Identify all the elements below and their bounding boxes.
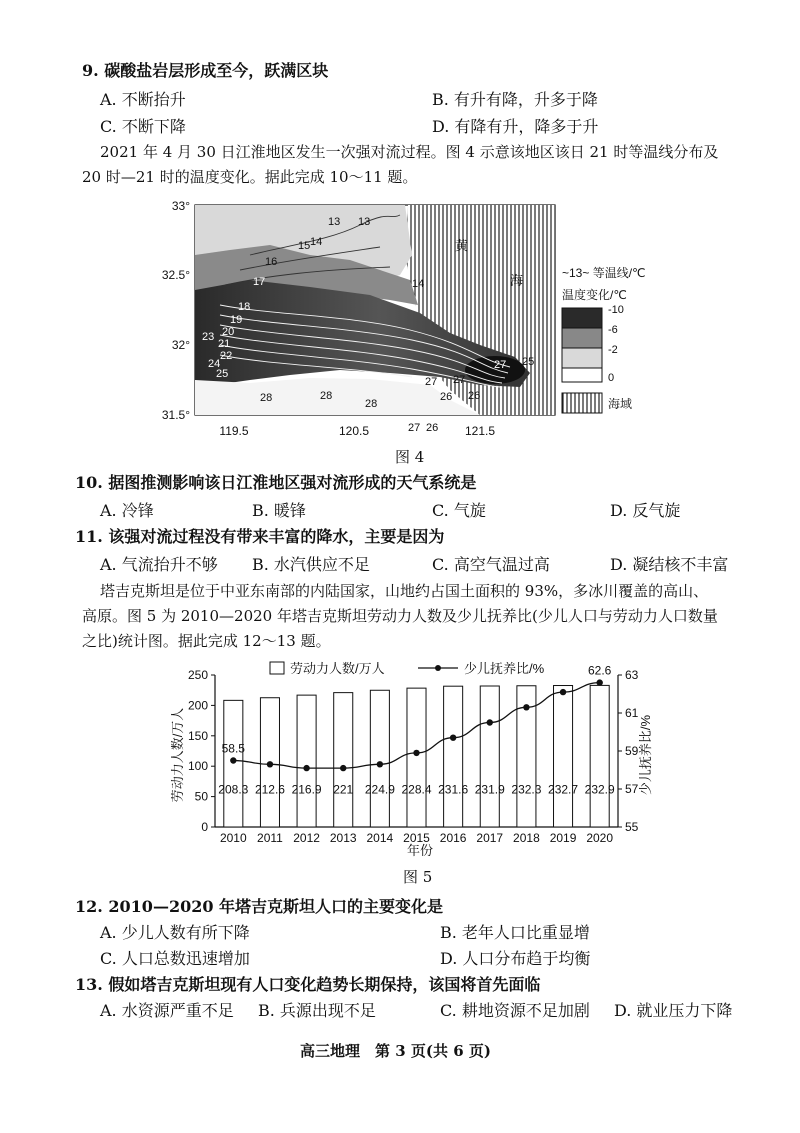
line-point-2018	[523, 704, 529, 710]
figure-4-caption: 图 4	[395, 448, 425, 466]
line-point-2017	[487, 719, 493, 725]
legend-sea: 海域	[608, 397, 633, 411]
line-point-2014	[377, 761, 383, 767]
bar-value-label: 232.3	[511, 782, 542, 797]
isotherm-label: 24	[208, 358, 221, 370]
isotherm-label: 14	[310, 236, 323, 248]
isotherm-label: 26	[440, 391, 453, 403]
bar-value-label: 224.9	[364, 782, 395, 797]
line-point-2019	[560, 689, 566, 695]
intro-10-line-2: 20 时—21 时的温度变化。据此完成 10～11 题。	[82, 168, 418, 186]
legend-bar-swatch	[270, 662, 284, 674]
bar-labor-2014	[370, 690, 389, 827]
isotherm-label: 14	[412, 278, 425, 290]
x-tick-label: 2019	[549, 831, 577, 845]
longitude-labels	[219, 424, 495, 438]
bar-value-label: 208.3	[218, 782, 249, 797]
legend-swatch-mid	[562, 328, 602, 348]
x-tick-label: 2020	[586, 831, 614, 845]
question-12-option-d[interactable]: D. 人口分布趋于均衡	[440, 949, 591, 968]
isotherm-label: 20	[222, 326, 235, 338]
page-footer: 高三地理 第 3 页(共 6 页)	[300, 1042, 491, 1060]
bar-labor-2016	[444, 686, 463, 827]
bar-value-label: 228.4	[401, 782, 432, 797]
legend-bar-label: 劳动力人数/万人	[290, 661, 385, 676]
line-point-2012	[303, 765, 309, 771]
question-11-option-a[interactable]: A. 气流抬升不够	[100, 555, 218, 574]
sea-label: 黄	[455, 238, 469, 253]
bar-value-label: 232.7	[548, 782, 579, 797]
isotherm-label: 27	[494, 359, 507, 371]
bar-labor-2020	[590, 685, 609, 827]
x-tick-label: 2015	[403, 831, 430, 845]
question-13-stem: 13. 假如塔吉克斯坦现有人口变化趋势长期保持，该国将首先面临	[75, 975, 541, 994]
map-legend	[562, 265, 646, 413]
y-left-tick-label: 50	[194, 789, 208, 804]
isotherm-label: 28	[320, 390, 333, 402]
bar-value-label: 212.6	[254, 782, 285, 797]
isotherm-label: 27	[453, 374, 466, 386]
intro-12-line-1: 塔吉克斯坦是位于中亚东南部的内陆国家，山地约占国土面积的 93%，多冰川覆盖的高山、	[100, 582, 709, 600]
legend-swatch-dark	[562, 308, 602, 328]
lat-label: 33°	[171, 199, 190, 213]
line-point-2013	[340, 765, 346, 771]
sea-label: 海	[510, 273, 524, 288]
isotherm-label: 25	[522, 356, 535, 368]
bar-value-label: 216.9	[291, 782, 322, 797]
isotherm-label: 15	[298, 240, 311, 252]
y-left-tick-label: 200	[187, 698, 208, 713]
bar-labor-2013	[334, 693, 353, 827]
intro-12-line-2: 高原。图 5 为 2010—2020 年塔吉克斯坦劳动力人数及少儿抚养比(少儿人口与劳动力人口数量	[82, 607, 718, 625]
y-left-tick-label: 250	[187, 668, 208, 682]
y-left-tick-label: 0	[201, 820, 208, 834]
question-9-stem: 9. 碳酸盐岩层形成至今，跃满区块	[82, 61, 329, 80]
legend-swatch-light	[562, 348, 602, 368]
y-axis-left-title: 劳动力人数/万人	[170, 707, 185, 803]
question-12-stem: 12. 2010—2020 年塔吉克斯坦人口的主要变化是	[75, 897, 444, 916]
bar-labor-2015	[407, 688, 426, 827]
question-13-option-d[interactable]: D. 就业压力下降	[614, 1001, 733, 1020]
isotherm-label: 27	[425, 376, 438, 388]
latitude-labels	[162, 199, 190, 422]
legend-line-marker	[435, 665, 441, 671]
lat-label: 31.5°	[161, 408, 190, 422]
line-point-2015	[413, 750, 419, 756]
bar-labor-2017	[480, 686, 499, 827]
intro-12-line-3: 之比)统计图。据此完成 12～13 题。	[82, 632, 331, 650]
isotherm-label: 23	[202, 331, 215, 343]
isotherm-label: 22	[220, 350, 233, 362]
isotherm-label: 28	[365, 398, 378, 410]
isotherm-label: 18	[238, 301, 251, 313]
isotherm-label: 17	[253, 276, 266, 288]
question-11-option-b[interactable]: B. 水汽供应不足	[252, 555, 370, 574]
legend-swatch-sea	[562, 393, 602, 413]
x-tick-label: 2011	[257, 831, 283, 845]
lat-label: 32°	[171, 338, 190, 352]
y-right-tick-label: 59	[625, 744, 639, 758]
x-tick-label: 2010	[219, 831, 247, 845]
question-10-stem: 10. 据图推测影响该日江淮地区强对流形成的天气系统是	[75, 473, 477, 492]
question-10-option-b[interactable]: B. 暖锋	[252, 501, 306, 520]
question-9-option-d[interactable]: D. 有降有升，降多于升	[432, 117, 599, 136]
question-11-option-d[interactable]: D. 凝结核不丰富	[610, 555, 729, 574]
legend-tick: 0	[608, 372, 615, 384]
legend-line-label: 少儿抚养比/%	[464, 661, 545, 676]
y-right-tick-label: 55	[625, 820, 639, 834]
question-13-option-a[interactable]: A. 水资源严重不足	[100, 1001, 234, 1020]
bar-labor-2019	[554, 686, 573, 827]
line-point-2010	[230, 757, 236, 763]
bar-value-label: 221	[333, 782, 354, 797]
lon-label: 119.5	[219, 424, 249, 438]
x-axis-title: 年份	[406, 843, 434, 858]
question-12-option-b[interactable]: B. 老年人口比重显增	[440, 923, 590, 942]
y-right-tick-label: 61	[625, 706, 639, 720]
intro-10-line-1: 2021 年 4 月 30 日江淮地区发生一次强对流过程。图 4 示意该地区该日 21 时等温线分布及	[100, 143, 719, 161]
question-11-stem: 11. 该强对流过程没有带来丰富的降水，主要是因为	[75, 527, 445, 546]
question-10-option-c[interactable]: C. 气旋	[432, 501, 486, 520]
x-tick-label: 2017	[476, 831, 504, 845]
y-right-tick-label: 63	[625, 668, 639, 682]
question-12-option-a[interactable]: A. 少儿人数有所下降	[100, 923, 250, 942]
y-right-tick-label: 57	[625, 782, 639, 796]
isotherm-label: 13	[328, 216, 341, 228]
bar-value-label: 231.9	[474, 782, 505, 797]
bar-value-label: 231.6	[438, 782, 469, 797]
bar-value-label: 232.9	[584, 782, 615, 797]
lon-label: 120.5	[338, 424, 370, 438]
y-axis-right-title: 少儿抚养比/%	[638, 714, 653, 796]
isotherm-label: 25	[216, 368, 229, 380]
legend-temp-change: 温度变化/℃	[562, 288, 627, 302]
legend-swatch-white	[562, 368, 602, 382]
bar-labor-2012	[297, 695, 316, 827]
isotherm-label: 16	[265, 256, 278, 268]
legend-isotherm: ~13~ 等温线/℃	[562, 266, 646, 280]
line-value-label: 58.5	[221, 741, 245, 756]
question-10-option-d[interactable]: D. 反气旋	[610, 501, 681, 520]
question-11-option-c[interactable]: C. 高空气温过高	[432, 555, 550, 574]
line-value-label: 62.6	[588, 663, 612, 678]
figure-4-map	[150, 195, 710, 440]
isotherm-label: 26	[468, 390, 481, 402]
lat-label: 32.5°	[161, 268, 190, 282]
question-13-option-c[interactable]: C. 耕地资源不足加剧	[440, 1001, 590, 1020]
isotherm-label: 19	[230, 314, 243, 326]
isotherm-label: 27	[408, 422, 421, 434]
question-10-option-a[interactable]: A. 冷锋	[100, 501, 154, 520]
x-tick-label: 2018	[513, 831, 540, 845]
legend-tick: -2	[608, 344, 618, 356]
isotherm-label: 26	[426, 422, 439, 434]
legend-tick: -10	[608, 304, 624, 316]
question-12-option-c[interactable]: C. 人口总数迅速增加	[100, 949, 250, 968]
legend-tick: -6	[608, 324, 618, 336]
line-point-2011	[267, 761, 273, 767]
figure-5-chart	[170, 655, 660, 860]
y-left-tick-label: 150	[187, 728, 208, 743]
line-point-2020	[596, 679, 602, 685]
question-13-option-b[interactable]: B. 兵源出现不足	[258, 1001, 376, 1020]
line-point-2016	[450, 735, 456, 741]
x-tick-label: 2012	[293, 831, 320, 845]
isotherm-label: 28	[260, 392, 273, 404]
x-tick-label: 2016	[439, 831, 467, 845]
lon-label: 121.5	[464, 424, 496, 438]
isotherm-label: 21	[218, 338, 231, 350]
question-9-option-c[interactable]: C. 不断下降	[100, 117, 186, 136]
isotherm-label: 13	[358, 216, 371, 228]
x-tick-label: 2014	[366, 831, 394, 845]
question-9-option-b[interactable]: B. 有升有降，升多于降	[432, 90, 598, 109]
y-left-tick-label: 100	[187, 759, 208, 774]
question-9-option-a[interactable]: A. 不断抬升	[100, 90, 186, 109]
x-tick-label: 2013	[329, 831, 357, 845]
figure-5-caption: 图 5	[403, 868, 433, 886]
